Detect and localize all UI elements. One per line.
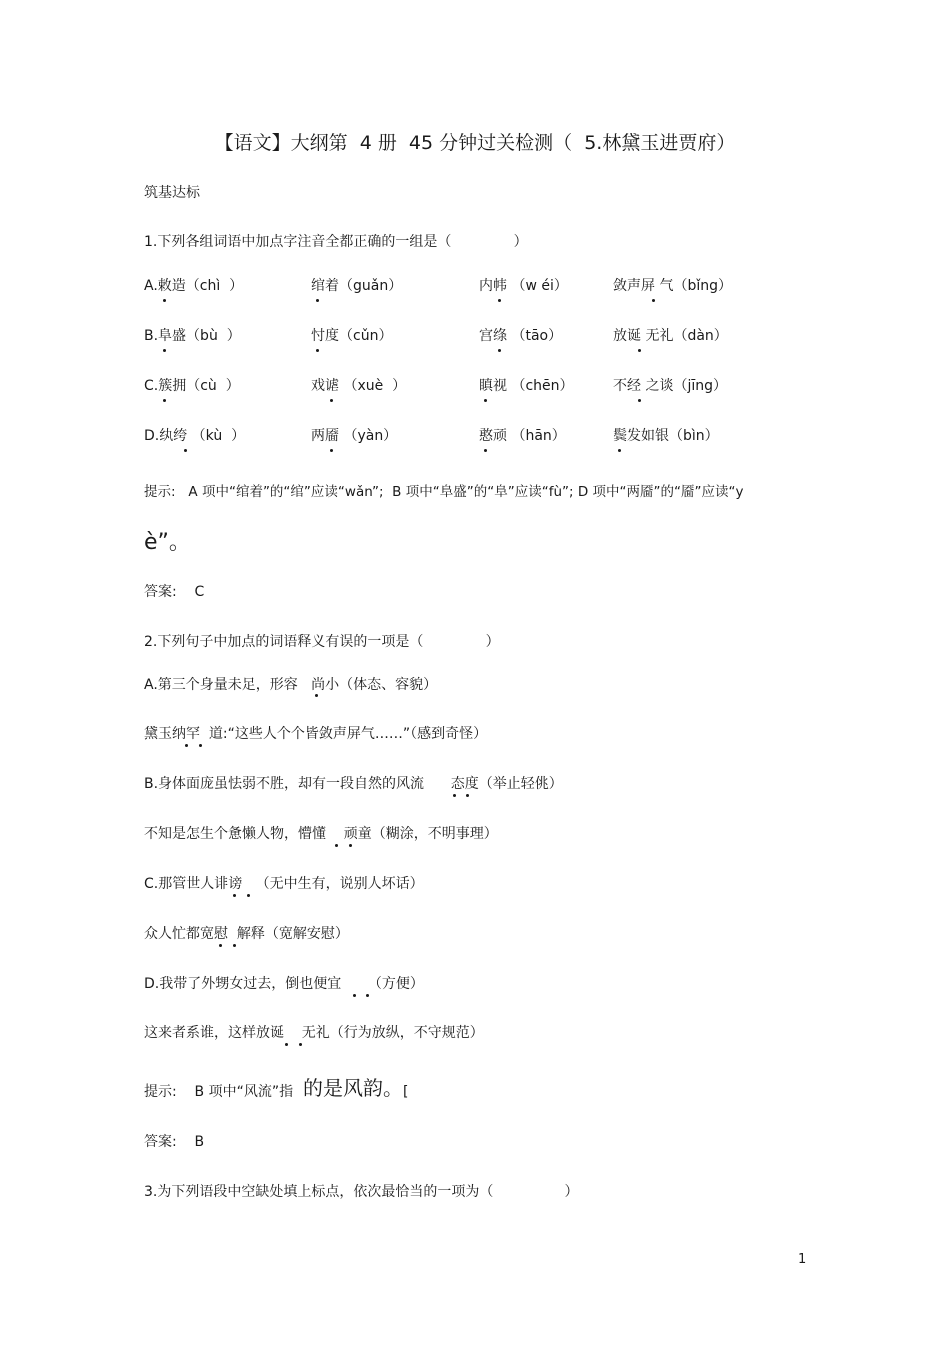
q2-line-d2: 这来者系谁，这样放诞 无礼（行为放纵，不守规范）	[144, 1025, 484, 1041]
emphasis-dot	[453, 794, 456, 797]
q2-line-c1: C.那管世人诽谤 （无中生有，说别人坏话）	[144, 876, 424, 892]
emphasis-dot	[316, 349, 319, 352]
q1-option-a-4: 敛声屏 气（bǐng）	[613, 278, 732, 294]
q1-stem: 1.下列各组词语中加点字注音全都正确的一组是（ ）	[144, 234, 528, 250]
emphasis-dot	[366, 994, 369, 997]
q2-line-b1: B.身体面庞虽怯弱不胜，却有一段自然的风流 态度（举止轻佻）	[144, 776, 563, 792]
q2-stem: 2.下列句子中加点的词语释义有误的一项是（ ）	[144, 634, 500, 650]
q2-answer: 答案: B	[144, 1134, 205, 1150]
q1-option-d-4: 鬓发如银（bìn）	[613, 428, 719, 444]
q2-line-a1: A.第三个身量未足，形容 尚小（体态、容貌）	[144, 677, 438, 693]
emphasis-dot	[330, 449, 333, 452]
emphasis-dot	[638, 349, 641, 352]
q1-option-d-2: 两靥 （yàn）	[311, 428, 398, 444]
emphasis-dot	[484, 399, 487, 402]
q1-option-c-2: 戏谑 （xuè ）	[311, 378, 407, 394]
q1-option-b-2: 忖度（cǔn）	[311, 328, 393, 344]
section-heading: 筑基达标	[144, 185, 200, 201]
emphasis-dot	[618, 449, 621, 452]
q3-stem: 3.为下列语段中空缺处填上标点，依次最恰当的一项为（ ）	[144, 1184, 579, 1200]
q1-option-d-3: 憨顽 （hān）	[479, 428, 566, 444]
q1-option-d-1: D.纨绔 （kù ）	[144, 428, 246, 444]
q1-option-a-1: A.敕造（chì ）	[144, 278, 244, 294]
q1-option-a-2: 绾着（guǎn）	[311, 278, 403, 294]
q1-option-b-3: 宫绦 （tāo）	[479, 328, 563, 344]
emphasis-dot	[484, 449, 487, 452]
emphasis-dot	[285, 1043, 288, 1046]
q1-option-c-3: 瞋视 （chēn）	[479, 378, 574, 394]
emphasis-dot	[349, 844, 352, 847]
q2-line-a2: 黛玉纳罕 道:“这些人个个皆敛声屏气……”（感到奇怪）	[144, 726, 488, 742]
q2-line-d1: D.我带了外甥女过去，倒也便宜 （方便）	[144, 976, 424, 992]
emphasis-dot	[316, 299, 319, 302]
emphasis-dot	[330, 399, 333, 402]
emphasis-dot	[219, 944, 222, 947]
q1-hint: 提示: A 项中“绾着”的“绾”应读“wǎn”; B 项中“阜盛”的“阜”应读“fù”; D 项中“两靥”的“靥”应读“y	[144, 484, 744, 500]
emphasis-dot	[498, 299, 501, 302]
q2-hint-bracket: [	[403, 1084, 409, 1100]
emphasis-dot	[163, 349, 166, 352]
emphasis-dot	[466, 794, 469, 797]
page-title: 【语文】大纲第 4 册 45 分钟过关检测（ 5.林黛玉进贾府）	[214, 132, 736, 154]
emphasis-dot	[184, 449, 187, 452]
emphasis-dot	[638, 399, 641, 402]
q1-hint-tail: è”。	[144, 530, 191, 555]
q1-option-a-3: 内帏 （w éi）	[479, 278, 568, 294]
q1-option-c-4: 不经 之谈（jīng）	[613, 378, 727, 394]
q2-line-c2: 众人忙都宽慰 解释（宽解安慰）	[144, 926, 349, 942]
emphasis-dot	[652, 299, 655, 302]
emphasis-dot	[233, 944, 236, 947]
q1-option-b-4: 放诞 无礼（dàn）	[613, 328, 728, 344]
emphasis-dot	[498, 349, 501, 352]
q2-hint-end: 的是风韵。	[303, 1076, 403, 1100]
emphasis-dot	[335, 844, 338, 847]
page-number: 1	[798, 1252, 807, 1267]
q1-option-b-1: B.阜盛（bù ）	[144, 328, 241, 344]
emphasis-dot	[163, 399, 166, 402]
emphasis-dot	[233, 894, 236, 897]
q1-answer: 答案: C	[144, 584, 205, 600]
emphasis-dot	[163, 299, 166, 302]
emphasis-dot	[185, 744, 188, 747]
q1-option-c-1: C.簇拥（cù ）	[144, 378, 240, 394]
emphasis-dot	[247, 894, 250, 897]
emphasis-dot	[353, 994, 356, 997]
emphasis-dot	[199, 744, 202, 747]
q2-line-b2: 不知是怎生个惫懒人物，懵懂 顽童（糊涂，不明事理）	[144, 826, 498, 842]
q2-hint-start: 提示: B 项中“风流”指	[144, 1084, 294, 1100]
emphasis-dot	[299, 1043, 302, 1046]
emphasis-dot	[315, 694, 318, 697]
